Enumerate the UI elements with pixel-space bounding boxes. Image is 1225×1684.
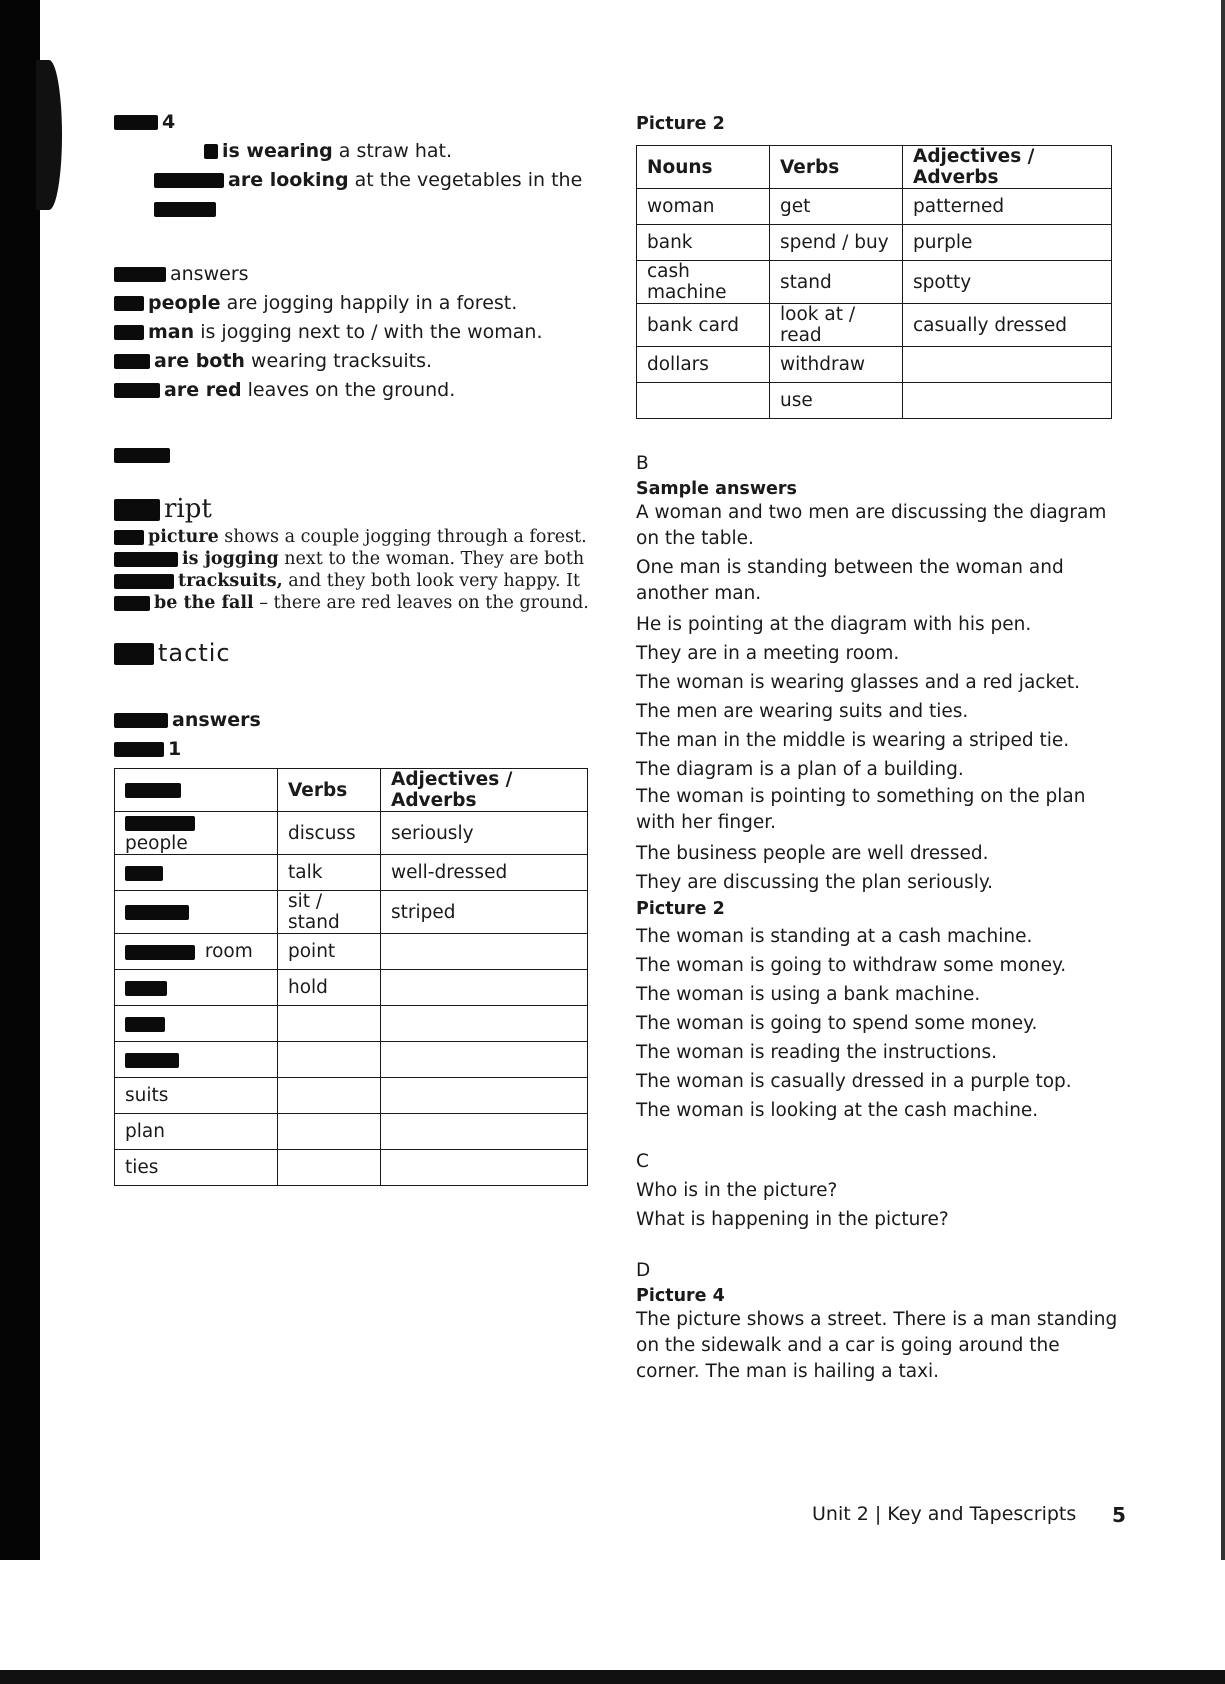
- top-line-2: are looking at the vegetables in the: [114, 166, 590, 195]
- table-cell: woman: [637, 189, 770, 225]
- picture-2-subheading: Picture 2: [636, 899, 725, 919]
- table-row: [637, 383, 1112, 419]
- table-cell: [278, 1150, 381, 1186]
- table-row: [637, 189, 1112, 225]
- right-vocab-table: [636, 145, 1112, 419]
- sample-line-2: man is jogging next to / with the woman.: [114, 318, 590, 347]
- table-row: [115, 934, 588, 970]
- c-question: What is happening in the picture?: [636, 1209, 949, 1230]
- p2-answer: The woman is using a bank machine.: [636, 984, 981, 1005]
- left-column: [114, 108, 590, 1186]
- table-cell: [381, 1006, 588, 1042]
- section-d-label: D: [636, 1260, 651, 1281]
- p2-answer: The woman is reading the instructions.: [636, 1042, 997, 1063]
- table-cell: suits: [115, 1078, 278, 1114]
- table-header-cell: Adjectives / Adverbs: [381, 769, 588, 812]
- smudge: [125, 816, 195, 831]
- smudge: [114, 296, 144, 311]
- table-cell: [278, 1078, 381, 1114]
- smudge: [125, 905, 189, 920]
- table-cell: [278, 1006, 381, 1042]
- table-cell: [381, 970, 588, 1006]
- table-cell: look at / read: [770, 304, 903, 347]
- table-row: [115, 1078, 588, 1114]
- table-cell: [381, 1078, 588, 1114]
- smudge: [114, 574, 174, 589]
- table-cell: sit / stand: [278, 891, 381, 934]
- b-answer: The woman is wearing glasses and a red jacket.: [636, 672, 1081, 693]
- table-cell: casually dressed: [903, 304, 1112, 347]
- table-cell: ties: [115, 1150, 278, 1186]
- tapescript-line-1: picture shows a couple jogging through a forest.: [114, 526, 590, 548]
- table-cell: striped: [381, 891, 588, 934]
- table-header-cell: [115, 769, 278, 812]
- smudge: [114, 267, 166, 282]
- smudge: [125, 866, 163, 881]
- smudge: [114, 499, 160, 521]
- scan-bottom-edge: [0, 1670, 1225, 1684]
- table-row: [637, 347, 1112, 383]
- table-cell: dollars: [637, 347, 770, 383]
- table-row: [115, 1006, 588, 1042]
- p2-answer: The woman is looking at the cash machine.: [636, 1100, 1039, 1121]
- smudge: [125, 945, 195, 960]
- scan-dark-edge: [0, 0, 40, 1560]
- table-cell: [115, 1006, 278, 1042]
- smudge: [114, 530, 144, 545]
- table-cell: withdraw: [770, 347, 903, 383]
- table-cell: [903, 383, 1112, 419]
- c-question: Who is in the picture?: [636, 1180, 838, 1201]
- smudge: [154, 173, 224, 188]
- d-answer: The picture shows a street. There is a man standing on the sidewalk and a car is going around the corner. The man is hailing a taxi.: [636, 1309, 1118, 1382]
- table-header-row: [637, 146, 1112, 189]
- table-cell: hold: [278, 970, 381, 1006]
- p2-answer: The woman is standing at a cash machine.: [636, 926, 1033, 947]
- table-header-cell: Adjectives / Adverbs: [903, 146, 1112, 189]
- table-row: [115, 812, 588, 855]
- smudge: [114, 596, 150, 611]
- p2-answer: The woman is going to spend some money.: [636, 1013, 1038, 1034]
- table-cell: [903, 347, 1112, 383]
- table-cell: cash machine: [637, 261, 770, 304]
- page-footer: Unit 2 | Key and Tapescripts: [812, 1503, 1077, 1525]
- table-cell: [278, 1042, 381, 1078]
- p2-answer: The woman is going to withdraw some money.: [636, 955, 1067, 976]
- table-cell: discuss: [278, 812, 381, 855]
- smudge: [114, 742, 164, 757]
- top-line-1: is wearing a straw hat.: [114, 137, 590, 166]
- sample-answers-heading: Sample answers: [636, 479, 797, 499]
- sample-line-3: are both wearing tracksuits.: [114, 347, 590, 376]
- tapescript-line-4: be the fall – there are red leaves on the ground.: [114, 592, 590, 614]
- b-answer: They are in a meeting room.: [636, 643, 900, 664]
- table-cell: [637, 383, 770, 419]
- b-answer: The men are wearing suits and ties.: [636, 701, 969, 722]
- table-cell: get: [770, 189, 903, 225]
- table-header-cell: Verbs: [770, 146, 903, 189]
- picture-1-heading: 1: [114, 735, 590, 764]
- smudge: [125, 981, 167, 996]
- smudge: [114, 643, 154, 665]
- smudge: [204, 144, 218, 159]
- sample-answers-heading: answers: [114, 260, 590, 289]
- table-row: [637, 225, 1112, 261]
- table-cell: stand: [770, 261, 903, 304]
- tapescript-line-2: is jogging next to the woman. They are both: [114, 548, 590, 570]
- table-cell: [381, 1150, 588, 1186]
- smudge: [114, 552, 178, 567]
- table-cell: people: [115, 812, 278, 855]
- table-row: [115, 1150, 588, 1186]
- picture-2-heading: Picture 2: [636, 114, 725, 134]
- smudged-heading: [114, 441, 590, 470]
- table-cell: [115, 970, 278, 1006]
- table-row: [115, 1042, 588, 1078]
- table-cell: room: [115, 934, 278, 970]
- right-column: [636, 110, 1126, 1388]
- b-answer: The woman is pointing to something on the plan with her finger.: [636, 786, 1086, 833]
- b-answer: One man is standing between the woman and another man.: [636, 557, 1064, 604]
- section-b-label: B: [636, 453, 649, 474]
- table-cell: bank card: [637, 304, 770, 347]
- table-row: [115, 891, 588, 934]
- b-answer: He is pointing at the diagram with his pen.: [636, 614, 1032, 635]
- table-cell: [115, 891, 278, 934]
- top-line-3: [114, 195, 590, 224]
- b-answer: A woman and two men are discussing the diagram on the table.: [636, 502, 1107, 549]
- picture-4-heading: 4: [114, 108, 590, 137]
- table-row: [115, 1114, 588, 1150]
- table-cell: talk: [278, 855, 381, 891]
- table-row: [115, 855, 588, 891]
- table-cell: purple: [903, 225, 1112, 261]
- smudge: [154, 202, 216, 217]
- table-cell: [115, 1042, 278, 1078]
- left-vocab-table: [114, 768, 588, 1186]
- tapescript-heading: ript: [114, 492, 590, 526]
- table-row: [637, 261, 1112, 304]
- tapescript-line-3: tracksuits, and they both look very happy. It: [114, 570, 590, 592]
- section-c-label: C: [636, 1151, 649, 1172]
- table-row: [115, 970, 588, 1006]
- table-cell: well-dressed: [381, 855, 588, 891]
- table-cell: patterned: [903, 189, 1112, 225]
- table-cell: point: [278, 934, 381, 970]
- table-row: [637, 304, 1112, 347]
- smudge: [114, 325, 144, 340]
- table-cell: [115, 855, 278, 891]
- picture-4-heading: Picture 4: [636, 1286, 725, 1306]
- smudge: [114, 354, 150, 369]
- table-cell: spend / buy: [770, 225, 903, 261]
- b-answer: The diagram is a plan of a building.: [636, 759, 964, 780]
- scan-right-edge: [1221, 0, 1225, 1560]
- smudge: [114, 115, 158, 130]
- b-answer: The man in the middle is wearing a striped tie.: [636, 730, 1070, 751]
- table-cell: [381, 1114, 588, 1150]
- table-cell: seriously: [381, 812, 588, 855]
- table-cell: bank: [637, 225, 770, 261]
- table-cell: [278, 1114, 381, 1150]
- table-cell: plan: [115, 1114, 278, 1150]
- table-cell: [381, 1042, 588, 1078]
- table-header-cell: Verbs: [278, 769, 381, 812]
- table-cell: spotty: [903, 261, 1112, 304]
- smudge: [114, 713, 168, 728]
- p2-answer: The woman is casually dressed in a purple top.: [636, 1071, 1072, 1092]
- table-cell: [381, 934, 588, 970]
- smudge: [125, 1017, 165, 1032]
- b-answer: They are discussing the plan seriously.: [636, 872, 994, 893]
- page-number: 5: [1112, 1503, 1126, 1527]
- table-header-row: [115, 769, 588, 812]
- answers-heading: answers: [114, 706, 590, 735]
- test-tactic-heading: tactic: [114, 636, 590, 670]
- smudge: [125, 783, 181, 798]
- sample-line-4: are red leaves on the ground.: [114, 376, 590, 405]
- table-cell: use: [770, 383, 903, 419]
- table-header-cell: Nouns: [637, 146, 770, 189]
- b-answer: The business people are well dressed.: [636, 843, 989, 864]
- smudge: [114, 383, 160, 398]
- smudge: [114, 448, 170, 463]
- smudge: [125, 1053, 179, 1068]
- sample-line-1: people are jogging happily in a forest.: [114, 289, 590, 318]
